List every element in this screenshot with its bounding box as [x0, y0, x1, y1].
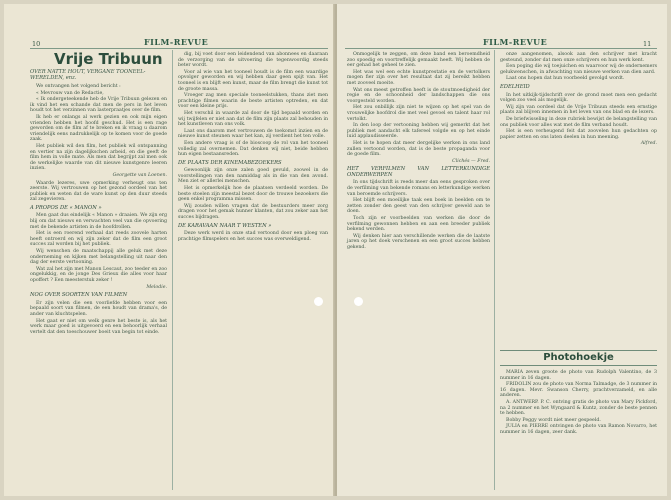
article-heading: A PROPOS DE « MANON » — [30, 204, 102, 211]
photohoekje-title: Photohoekje — [543, 352, 614, 363]
article-paragraph: Laat ons daarom met vertrouwen de toekomst inzien en de nieuwe kunst steunen waar het kan, zij verdient het ten volle. — [178, 128, 328, 140]
right-page — [337, 4, 667, 496]
article-paragraph: « Mevrouw van de Redactie, — [36, 90, 104, 96]
masthead: FILM-REVUE — [483, 37, 548, 47]
article-paragraph: Men gaat dus eindelijk « Manon » draaien. We zijn erg blij om dat nieuws en verwachten veel van die opvoering met de bekende artisten in de hoofdrollen. — [30, 213, 167, 230]
article-heading: NOG OVER SOORTEN VAN FILMEN — [30, 292, 128, 299]
article-paragraph: Vroeger zag men speciale tooneelstukken, thans ziet men prachtige filmen waarin de beste artisten optreden, en dat voor een kleine prijs. — [178, 93, 328, 110]
article-paragraph: Het is een roerend verhaal dat reeds zoovele harten heeft ontroerd en wij zijn zeker dat de film een groot succes zal worden bij het publiek. — [30, 231, 167, 248]
article-paragraph: We ontvangen het volgend bericht : — [36, 84, 121, 89]
article-paragraph: Er zijn velen die een voorliefde hebben voor een bepaald soort van filmen, de een houdt van drama's, de ander van kluchtspelen. — [30, 300, 167, 317]
header-rule — [30, 48, 328, 49]
article-signature: Clichés — Fred. — [452, 158, 490, 164]
article-paragraph: Wat ons meest getroffen heeft is de stoutmoedigheid der regie en de schoonheid der landschappen die ons voorgesteld worden. — [347, 87, 490, 104]
header-rule — [345, 48, 657, 49]
article-paragraph: Deze werk werd in onze stad vertoond door een ploeg van prachtige filmspelers en het succes was overweldigend. — [178, 231, 328, 242]
article-paragraph: Gewoonlijk zijn onze zalen goed gevuld, zoowel in de voorstellingen van den namiddag als in die van den avond. Men ziet er allerlei menschen. — [178, 168, 328, 185]
section-title: Vrije Tribuun — [54, 50, 163, 68]
article-paragraph: Toch zijn er voorbeelden van werken die door de verfilming gewonnen hebben en aan een breeder publiek bekend werden. — [347, 216, 490, 233]
article-paragraph: A. ANTWERP. P. C. ontving gratis de photo van Mary Pickford, na 2 nummer en het Wyngaard & Kuntz, zonder de beste pennen te hebben. — [500, 399, 657, 417]
article-paragraph: Het was wel een echte kunstprestatie en de vertolkers mogen fier zijn over het resultaat dat zij bereikt hebben met zooveel moeite. — [347, 69, 490, 86]
article-paragraph: Wij zijn van oordeel dat de Vrije Tribuun steeds een ernstige plaats zal blijven innemen in het leven van ons blad en de lezers. — [500, 104, 657, 116]
article-paragraph: In het uitkijk-tijdschrift over de grond moet men een gedacht volgen zoo veel als mogelijk. — [500, 92, 657, 104]
article-paragraph: FRIDOLIN zou de photo van Norma Talmadge, de 3 nummer in 16 dagen. Mevr. Swanson Cherry, prachtverzameld, en alle anderen. — [500, 382, 657, 399]
left-column-1 — [30, 84, 167, 484]
article-paragraph: onze aangenomen, alsook aan den schrijver met kracht gesteund, zonder dat men onze schrijvers en hun werk kent. — [500, 52, 657, 63]
article-signature: Alfred. — [640, 141, 657, 147]
page-number: 10 — [32, 40, 41, 48]
article-paragraph: Bobby Peggy wordt niet meer gespeeld. — [506, 417, 601, 423]
left-page — [4, 4, 335, 496]
section-subtitle: OVER NATTE HOUT, VERGANE TOONEEL-WERELDEN, enz. — [30, 69, 146, 82]
article-paragraph: In ons tijdschrift is reeds meer dan eens gesproken over de verfilming van bekende romans en letterkundige werken van beroemde schrijvers. — [347, 180, 490, 197]
article-paragraph: Een poging die wij toejuichen en waarvoor wij de ondernemers gelukwenschen, in afwachting van nieuwe werken van dien aard. — [500, 64, 657, 75]
article-paragraph: « Ik ondergeteekende heb de Vrije Tribuun gelezen en ik vind het een schande dat men de pers in het leven houdt tot het verzinnen van lasterpraatjes over de film. — [30, 97, 167, 114]
article-paragraph: Het blijft een moeilijke taak een boek in beelden om te zetten zonder den geest van den schrijver geweld aan te doen. — [347, 198, 490, 215]
article-paragraph: Het is opmerkelijk hoe de plaatsen verdeeld worden. De beste stoelen zijn meestal bezet door de trouwe bezoekers die geen enkel programma missen. — [178, 186, 328, 203]
article-paragraph: Het zou onbillijk zijn niet te wijzen op het spel van de vrouwelijke hoofdrol die met veel gevoel en talent haar rol vertolkt. — [347, 105, 490, 122]
article-paragraph: Wij wenschen de maatschappij alle geluk met deze onderneming en kijken met belangstelling uit naar den dag der eerste vertooning. — [30, 249, 167, 266]
article-paragraph: Wij denken hier aan verschillende werken die de laatste jaren op het doek verschenen en een groot succes hebben gekend. — [347, 233, 490, 250]
magazine-spread — [4, 4, 667, 496]
article-paragraph: Het publiek wil den film, het publiek wil ontspanning en vertier na zijn dagelijkschen arbeid, en die geeft de film hem in volle mate. Als men dat begrijpt zal men ook de werkelijke waarde van dit nieuwe kunstgenre leeren inzien. — [30, 143, 167, 172]
right-column-1 — [347, 52, 490, 488]
article-paragraph: Onmogelijk te zeggen, om deze band een beroemdheid zoo spoedig en voortreffelijk gemaakt heeft. Wij hebben de eer gehad het geheel te zien. — [347, 52, 490, 69]
column-divider — [494, 50, 495, 490]
article-signature: Georgette van Loenen. — [112, 172, 167, 178]
article-paragraph: Een andere vraag is of de bioscoop de rol van het tooneel volledig zal overnemen. Dat denken wij niet, beide hebben hun eigen bestaansreden. — [178, 140, 328, 158]
article-paragraph: JULIA en PIERRE ontvingen de photo van Ramon Novarro, het nummer in 16 dagen, zeer dank. — [500, 424, 657, 435]
article-paragraph: Voor al wie van het tooneel houdt is de film een waardige opvolger geworden en wij hebben daar geen spijt van. Het tooneel is en blijft een kunst, maar de film brengt die kunst tot de groote massa. — [178, 69, 328, 92]
article-paragraph: dig, bij voet door een leidendend van abonnees en daaraan de verzorging van de uitvoering die tegenwoordig steeds beter wordt. — [178, 52, 328, 69]
right-column-2 — [500, 52, 657, 344]
article-heading: EDELHEID — [500, 83, 530, 90]
article-signature: Melodie. — [146, 284, 167, 290]
article-paragraph: Het is een verheugend feit dat zoovelen hun gedachten op papier zetten en ons laten deelen in hun meening. — [500, 129, 657, 140]
article-paragraph: Het is te hopen dat meer dergelijke werken in ons land zullen vertoond worden, dat is de beste propaganda voor de goede film. — [347, 140, 490, 158]
article-paragraph: In den loop der vertooning hebben wij gemerkt dat het publiek met aandacht elk tafereel volgde en op het einde luid applaudisseerde. — [347, 123, 490, 140]
article-heading: DE PLAATS DER KINEMABEZOEKERS — [178, 159, 282, 166]
photohoekje-column — [500, 370, 657, 490]
photohoekje-header — [500, 350, 657, 366]
article-paragraph: MARIA zeven groote de photo van Rudolph Valentino, de 3 nummer in 16 dagen. — [500, 370, 657, 381]
masthead: FILM-REVUE — [144, 37, 209, 47]
article-paragraph: Het gaat er niet om welk genre het beste is, als het werk maar goed is uitgevoerd en een behoorlijk verhaal vertelt dat den toeschouwer boeit van begin tot einde. — [30, 318, 167, 335]
article-paragraph: De briefwisseling in deze rubriek bewijst de belangstelling van ons publiek voor alles wat met de film verband houdt. — [500, 116, 657, 128]
article-paragraph: Laat ons hopen dat hun voorbeeld gevolgd wordt. — [506, 76, 625, 82]
article-heading: DE KARAVAAN NAAR T WESTEN » — [178, 222, 272, 229]
article-paragraph: Ik heb er onlangs al werk gezien en ook mijn eigen vrienden hebben het hoofd geschud. Het is een rage geworden om de film af te breken en ik vraag u daarom vriendelijk eens nadrukkelijk op te komen voor de goede zaak. — [30, 114, 167, 143]
article-paragraph: Waarde lezeres, uwe opmerking verheugt ons ten zeerste. Wij vertrouwen op het gezond oordeel van het publiek en weten dat de ware kunst op den duur steeds zal zegevieren. — [30, 180, 167, 203]
column-divider — [172, 50, 173, 490]
article-paragraph: Het verschil in waarde zal door de tijd bepaald worden en wij twijfelen er niet aan dat de film zijn plaats zal behouden in het kunstleven van ons volk. — [178, 110, 328, 128]
left-column-2 — [178, 52, 328, 488]
article-heading: HET VERFILMEN VAN LETTERKUNDIGE ONDERWERPEN — [347, 166, 490, 178]
page-number: 11 — [643, 40, 652, 48]
punch-hole — [314, 297, 323, 306]
punch-hole — [354, 297, 363, 306]
article-paragraph: Wij zouden willen vragen dat de bestuurders meer zorg dragen voor het gemak hunner klanten, dat zou zeker aan het succes bijdragen. — [178, 203, 328, 221]
article-paragraph: Wat zal het zijn met Manon Lescaut, zoo teeder en zoo ongelukkig, en de jonge Des Grieux die alles voor haar opoffert ? Een meesterstuk zeker ! — [30, 266, 167, 283]
